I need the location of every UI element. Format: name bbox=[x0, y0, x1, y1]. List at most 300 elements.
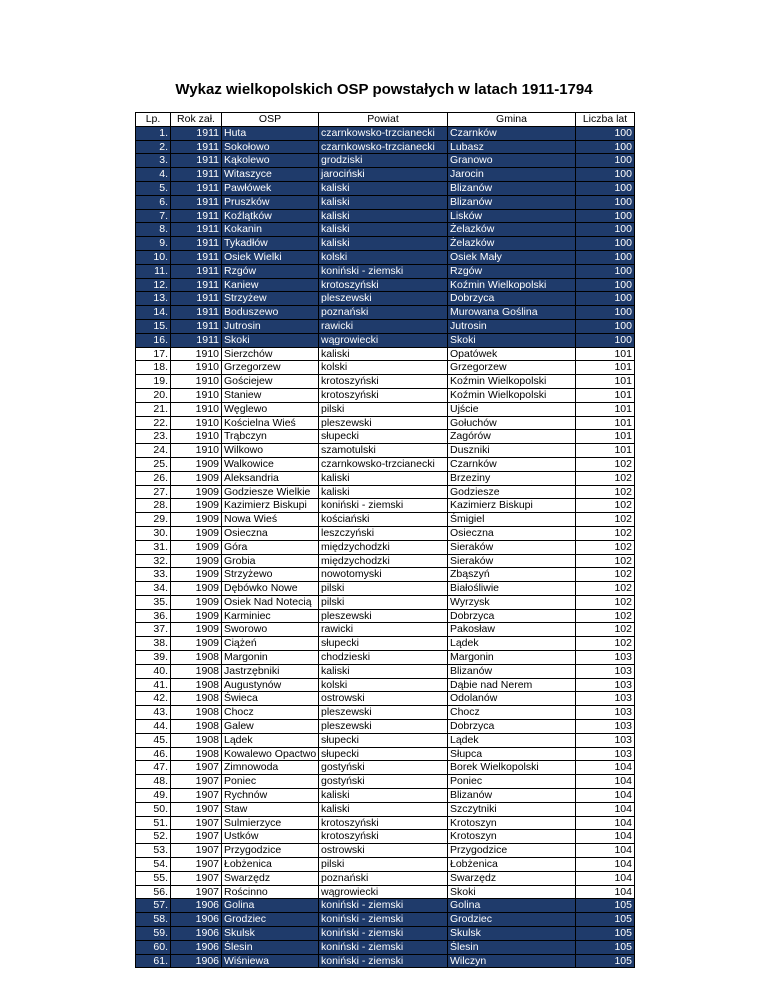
cell-gmina: Łobżenica bbox=[448, 858, 576, 872]
cell-lp: 41. bbox=[136, 678, 171, 692]
cell-liczba-lat: 104 bbox=[576, 802, 635, 816]
cell-lp: 26. bbox=[136, 471, 171, 485]
cell-rok: 1908 bbox=[171, 733, 222, 747]
cell-powiat: poznański bbox=[319, 306, 448, 320]
cell-osp: Grobia bbox=[222, 554, 319, 568]
cell-rok: 1908 bbox=[171, 720, 222, 734]
cell-osp: Kazimierz Biskupi bbox=[222, 499, 319, 513]
cell-lp: 23. bbox=[136, 430, 171, 444]
cell-lp: 21. bbox=[136, 402, 171, 416]
cell-osp: Koźlątków bbox=[222, 209, 319, 223]
cell-liczba-lat: 102 bbox=[576, 554, 635, 568]
cell-gmina: Murowana Goślina bbox=[448, 306, 576, 320]
cell-osp: Ślesin bbox=[222, 940, 319, 954]
cell-powiat: pleszewski bbox=[319, 416, 448, 430]
cell-osp: Strzyżewo bbox=[222, 568, 319, 582]
cell-rok: 1909 bbox=[171, 637, 222, 651]
cell-rok: 1906 bbox=[171, 954, 222, 968]
cell-gmina: Lądek bbox=[448, 733, 576, 747]
cell-powiat: słupecki bbox=[319, 747, 448, 761]
cell-liczba-lat: 104 bbox=[576, 830, 635, 844]
cell-powiat: czarnkowsko-trzcianecki bbox=[319, 140, 448, 154]
table-row bbox=[136, 733, 635, 747]
cell-gmina: Zagórów bbox=[448, 430, 576, 444]
cell-lp: 54. bbox=[136, 858, 171, 872]
table-row bbox=[136, 651, 635, 665]
cell-liczba-lat: 104 bbox=[576, 871, 635, 885]
cell-osp: Sworowo bbox=[222, 623, 319, 637]
cell-osp: Grzegorzew bbox=[222, 361, 319, 375]
cell-powiat: koniński - ziemski bbox=[319, 264, 448, 278]
cell-liczba-lat: 102 bbox=[576, 513, 635, 527]
cell-liczba-lat: 101 bbox=[576, 361, 635, 375]
cell-osp: Strzyżew bbox=[222, 292, 319, 306]
cell-lp: 13. bbox=[136, 292, 171, 306]
cell-powiat: ostrowski bbox=[319, 692, 448, 706]
cell-powiat: krotoszyński bbox=[319, 388, 448, 402]
cell-lp: 30. bbox=[136, 526, 171, 540]
table-row bbox=[136, 347, 635, 361]
cell-gmina: Szczytniki bbox=[448, 802, 576, 816]
table-row bbox=[136, 181, 635, 195]
cell-rok: 1908 bbox=[171, 678, 222, 692]
cell-rok: 1911 bbox=[171, 237, 222, 251]
cell-osp: Huta bbox=[222, 126, 319, 140]
table-row bbox=[136, 664, 635, 678]
cell-rok: 1909 bbox=[171, 623, 222, 637]
cell-osp: Jutrosin bbox=[222, 319, 319, 333]
cell-rok: 1908 bbox=[171, 706, 222, 720]
cell-gmina: Lądek bbox=[448, 637, 576, 651]
table-row bbox=[136, 471, 635, 485]
cell-rok: 1906 bbox=[171, 940, 222, 954]
cell-powiat: kaliski bbox=[319, 223, 448, 237]
cell-gmina: Koźmin Wielkopolski bbox=[448, 278, 576, 292]
cell-lp: 5. bbox=[136, 181, 171, 195]
cell-rok: 1907 bbox=[171, 761, 222, 775]
cell-powiat: kolski bbox=[319, 361, 448, 375]
table-row bbox=[136, 168, 635, 182]
table-row bbox=[136, 692, 635, 706]
cell-rok: 1907 bbox=[171, 871, 222, 885]
cell-osp: Kościelna Wieś bbox=[222, 416, 319, 430]
cell-powiat: szamotulski bbox=[319, 444, 448, 458]
cell-osp: Trąbczyn bbox=[222, 430, 319, 444]
cell-lp: 9. bbox=[136, 237, 171, 251]
cell-rok: 1908 bbox=[171, 664, 222, 678]
osp-table bbox=[135, 112, 635, 968]
cell-gmina: Dobrzyca bbox=[448, 609, 576, 623]
cell-rok: 1910 bbox=[171, 416, 222, 430]
cell-gmina: Odolanów bbox=[448, 692, 576, 706]
cell-osp: Pawłówek bbox=[222, 181, 319, 195]
cell-powiat: pilski bbox=[319, 582, 448, 596]
cell-osp: Golina bbox=[222, 899, 319, 913]
cell-gmina: Koźmin Wielkopolski bbox=[448, 375, 576, 389]
cell-rok: 1911 bbox=[171, 264, 222, 278]
table-row bbox=[136, 789, 635, 803]
cell-lp: 56. bbox=[136, 885, 171, 899]
cell-powiat: jarociński bbox=[319, 168, 448, 182]
cell-powiat: koniński - ziemski bbox=[319, 940, 448, 954]
cell-liczba-lat: 100 bbox=[576, 140, 635, 154]
cell-osp: Wilkowo bbox=[222, 444, 319, 458]
cell-liczba-lat: 101 bbox=[576, 375, 635, 389]
cell-gmina: Grodziec bbox=[448, 913, 576, 927]
cell-lp: 42. bbox=[136, 692, 171, 706]
cell-osp: Walkowice bbox=[222, 457, 319, 471]
cell-lp: 29. bbox=[136, 513, 171, 527]
cell-osp: Skulsk bbox=[222, 927, 319, 941]
cell-rok: 1911 bbox=[171, 195, 222, 209]
cell-lp: 44. bbox=[136, 720, 171, 734]
cell-powiat: międzychodzki bbox=[319, 540, 448, 554]
cell-liczba-lat: 103 bbox=[576, 706, 635, 720]
table-row bbox=[136, 499, 635, 513]
cell-gmina: Brzeziny bbox=[448, 471, 576, 485]
cell-liczba-lat: 100 bbox=[576, 154, 635, 168]
cell-lp: 59. bbox=[136, 927, 171, 941]
cell-lp: 38. bbox=[136, 637, 171, 651]
table-row bbox=[136, 927, 635, 941]
cell-rok: 1911 bbox=[171, 126, 222, 140]
cell-osp: Osieczna bbox=[222, 526, 319, 540]
cell-osp: Rościnno bbox=[222, 885, 319, 899]
cell-liczba-lat: 102 bbox=[576, 637, 635, 651]
table-row bbox=[136, 375, 635, 389]
table-row bbox=[136, 526, 635, 540]
cell-powiat: pilski bbox=[319, 595, 448, 609]
cell-lp: 16. bbox=[136, 333, 171, 347]
cell-liczba-lat: 102 bbox=[576, 595, 635, 609]
cell-gmina: Dobrzyca bbox=[448, 720, 576, 734]
table-row bbox=[136, 885, 635, 899]
cell-liczba-lat: 100 bbox=[576, 181, 635, 195]
cell-rok: 1907 bbox=[171, 775, 222, 789]
cell-osp: Gościejew bbox=[222, 375, 319, 389]
cell-lp: 57. bbox=[136, 899, 171, 913]
cell-gmina: Margonin bbox=[448, 651, 576, 665]
cell-rok: 1907 bbox=[171, 844, 222, 858]
cell-lp: 27. bbox=[136, 485, 171, 499]
cell-liczba-lat: 105 bbox=[576, 927, 635, 941]
cell-osp: Godziesze Wielkie bbox=[222, 485, 319, 499]
col-header-lp: Lp. bbox=[136, 113, 171, 127]
table-row bbox=[136, 430, 635, 444]
cell-osp: Swarzędz bbox=[222, 871, 319, 885]
cell-rok: 1907 bbox=[171, 802, 222, 816]
cell-liczba-lat: 103 bbox=[576, 692, 635, 706]
cell-osp: Sierzchów bbox=[222, 347, 319, 361]
cell-osp: Ciążeń bbox=[222, 637, 319, 651]
cell-rok: 1909 bbox=[171, 582, 222, 596]
cell-gmina: Skoki bbox=[448, 333, 576, 347]
table-row bbox=[136, 388, 635, 402]
cell-osp: Boduszewo bbox=[222, 306, 319, 320]
cell-rok: 1907 bbox=[171, 816, 222, 830]
cell-osp: Augustynów bbox=[222, 678, 319, 692]
cell-osp: Przygodzice bbox=[222, 844, 319, 858]
cell-liczba-lat: 103 bbox=[576, 733, 635, 747]
cell-powiat: rawicki bbox=[319, 319, 448, 333]
cell-powiat: kaliski bbox=[319, 195, 448, 209]
table-row bbox=[136, 595, 635, 609]
cell-powiat: międzychodzki bbox=[319, 554, 448, 568]
cell-lp: 48. bbox=[136, 775, 171, 789]
table-row bbox=[136, 720, 635, 734]
table-row bbox=[136, 637, 635, 651]
cell-powiat: pleszewski bbox=[319, 720, 448, 734]
cell-lp: 3. bbox=[136, 154, 171, 168]
cell-lp: 12. bbox=[136, 278, 171, 292]
cell-gmina: Swarzędz bbox=[448, 871, 576, 885]
cell-powiat: kaliski bbox=[319, 347, 448, 361]
cell-powiat: pleszewski bbox=[319, 292, 448, 306]
table-row bbox=[136, 540, 635, 554]
cell-lp: 19. bbox=[136, 375, 171, 389]
cell-rok: 1907 bbox=[171, 885, 222, 899]
cell-lp: 31. bbox=[136, 540, 171, 554]
cell-lp: 47. bbox=[136, 761, 171, 775]
cell-lp: 11. bbox=[136, 264, 171, 278]
cell-osp: Rzgów bbox=[222, 264, 319, 278]
cell-lp: 25. bbox=[136, 457, 171, 471]
cell-lp: 55. bbox=[136, 871, 171, 885]
cell-rok: 1910 bbox=[171, 347, 222, 361]
cell-lp: 60. bbox=[136, 940, 171, 954]
cell-rok: 1909 bbox=[171, 526, 222, 540]
cell-lp: 53. bbox=[136, 844, 171, 858]
table-row bbox=[136, 830, 635, 844]
cell-rok: 1908 bbox=[171, 651, 222, 665]
cell-osp: Ustków bbox=[222, 830, 319, 844]
cell-powiat: słupecki bbox=[319, 430, 448, 444]
cell-liczba-lat: 101 bbox=[576, 430, 635, 444]
cell-gmina: Dobrzyca bbox=[448, 292, 576, 306]
cell-rok: 1910 bbox=[171, 444, 222, 458]
cell-liczba-lat: 104 bbox=[576, 761, 635, 775]
cell-osp: Osiek Wielki bbox=[222, 250, 319, 264]
cell-liczba-lat: 105 bbox=[576, 899, 635, 913]
cell-lp: 58. bbox=[136, 913, 171, 927]
cell-liczba-lat: 102 bbox=[576, 568, 635, 582]
cell-liczba-lat: 102 bbox=[576, 457, 635, 471]
cell-gmina: Ślesin bbox=[448, 940, 576, 954]
table-row bbox=[136, 126, 635, 140]
cell-rok: 1909 bbox=[171, 513, 222, 527]
cell-gmina: Blizanów bbox=[448, 789, 576, 803]
table-row bbox=[136, 402, 635, 416]
cell-powiat: czarnkowsko-trzcianecki bbox=[319, 457, 448, 471]
table-row bbox=[136, 775, 635, 789]
cell-liczba-lat: 105 bbox=[576, 913, 635, 927]
cell-rok: 1910 bbox=[171, 388, 222, 402]
cell-lp: 17. bbox=[136, 347, 171, 361]
cell-liczba-lat: 100 bbox=[576, 278, 635, 292]
cell-rok: 1911 bbox=[171, 223, 222, 237]
cell-lp: 22. bbox=[136, 416, 171, 430]
cell-gmina: Słupca bbox=[448, 747, 576, 761]
cell-liczba-lat: 100 bbox=[576, 168, 635, 182]
cell-lp: 40. bbox=[136, 664, 171, 678]
cell-osp: Lądek bbox=[222, 733, 319, 747]
cell-powiat: koniński - ziemski bbox=[319, 927, 448, 941]
cell-powiat: czarnkowsko-trzcianecki bbox=[319, 126, 448, 140]
cell-liczba-lat: 104 bbox=[576, 789, 635, 803]
table-row bbox=[136, 954, 635, 968]
table-row bbox=[136, 444, 635, 458]
cell-powiat: koniński - ziemski bbox=[319, 954, 448, 968]
cell-rok: 1911 bbox=[171, 278, 222, 292]
cell-gmina: Borek Wielkopolski bbox=[448, 761, 576, 775]
cell-osp: Dębówko Nowe bbox=[222, 582, 319, 596]
cell-rok: 1910 bbox=[171, 402, 222, 416]
cell-gmina: Lubasz bbox=[448, 140, 576, 154]
cell-gmina: Granowo bbox=[448, 154, 576, 168]
cell-gmina: Wyrzysk bbox=[448, 595, 576, 609]
cell-liczba-lat: 102 bbox=[576, 540, 635, 554]
cell-liczba-lat: 102 bbox=[576, 623, 635, 637]
cell-liczba-lat: 100 bbox=[576, 264, 635, 278]
cell-powiat: wągrowiecki bbox=[319, 333, 448, 347]
cell-lp: 32. bbox=[136, 554, 171, 568]
table-row bbox=[136, 844, 635, 858]
table-row bbox=[136, 568, 635, 582]
cell-powiat: kaliski bbox=[319, 664, 448, 678]
table-row bbox=[136, 306, 635, 320]
cell-powiat: grodziski bbox=[319, 154, 448, 168]
cell-rok: 1911 bbox=[171, 306, 222, 320]
cell-powiat: nowotomyski bbox=[319, 568, 448, 582]
cell-osp: Aleksandria bbox=[222, 471, 319, 485]
cell-gmina: Jutrosin bbox=[448, 319, 576, 333]
cell-liczba-lat: 101 bbox=[576, 402, 635, 416]
cell-lp: 39. bbox=[136, 651, 171, 665]
cell-gmina: Czarnków bbox=[448, 126, 576, 140]
cell-liczba-lat: 100 bbox=[576, 292, 635, 306]
cell-liczba-lat: 102 bbox=[576, 499, 635, 513]
cell-osp: Margonin bbox=[222, 651, 319, 665]
cell-gmina: Dąbie nad Nerem bbox=[448, 678, 576, 692]
cell-gmina: Osiek Mały bbox=[448, 250, 576, 264]
cell-rok: 1909 bbox=[171, 485, 222, 499]
cell-powiat: pleszewski bbox=[319, 706, 448, 720]
cell-liczba-lat: 100 bbox=[576, 195, 635, 209]
table-row bbox=[136, 333, 635, 347]
cell-osp: Sokołowo bbox=[222, 140, 319, 154]
cell-powiat: pilski bbox=[319, 858, 448, 872]
cell-osp: Osiek Nad Notecią bbox=[222, 595, 319, 609]
cell-gmina: Pakosław bbox=[448, 623, 576, 637]
cell-liczba-lat: 105 bbox=[576, 940, 635, 954]
cell-gmina: Czarnków bbox=[448, 457, 576, 471]
cell-rok: 1909 bbox=[171, 609, 222, 623]
cell-powiat: gostyński bbox=[319, 761, 448, 775]
cell-liczba-lat: 102 bbox=[576, 582, 635, 596]
cell-lp: 14. bbox=[136, 306, 171, 320]
cell-liczba-lat: 104 bbox=[576, 844, 635, 858]
cell-osp: Karminiec bbox=[222, 609, 319, 623]
cell-rok: 1906 bbox=[171, 913, 222, 927]
cell-lp: 1. bbox=[136, 126, 171, 140]
table-row bbox=[136, 706, 635, 720]
col-header-liczba-lat: Liczba lat bbox=[576, 113, 635, 127]
cell-powiat: kaliski bbox=[319, 802, 448, 816]
cell-gmina: Przygodzice bbox=[448, 844, 576, 858]
cell-rok: 1909 bbox=[171, 568, 222, 582]
cell-osp: Zimnowoda bbox=[222, 761, 319, 775]
table-body bbox=[136, 126, 635, 968]
table-row bbox=[136, 940, 635, 954]
cell-rok: 1909 bbox=[171, 499, 222, 513]
cell-powiat: kaliski bbox=[319, 789, 448, 803]
cell-powiat: kolski bbox=[319, 678, 448, 692]
cell-osp: Świeca bbox=[222, 692, 319, 706]
cell-lp: 45. bbox=[136, 733, 171, 747]
cell-rok: 1907 bbox=[171, 858, 222, 872]
cell-rok: 1911 bbox=[171, 333, 222, 347]
cell-osp: Kokanin bbox=[222, 223, 319, 237]
cell-gmina: Skulsk bbox=[448, 927, 576, 941]
cell-osp: Galew bbox=[222, 720, 319, 734]
cell-osp: Poniec bbox=[222, 775, 319, 789]
cell-liczba-lat: 101 bbox=[576, 444, 635, 458]
cell-lp: 7. bbox=[136, 209, 171, 223]
cell-lp: 15. bbox=[136, 319, 171, 333]
cell-powiat: pleszewski bbox=[319, 609, 448, 623]
cell-rok: 1911 bbox=[171, 168, 222, 182]
cell-rok: 1910 bbox=[171, 430, 222, 444]
table-row bbox=[136, 250, 635, 264]
cell-lp: 4. bbox=[136, 168, 171, 182]
cell-gmina: Koźmin Wielkopolski bbox=[448, 388, 576, 402]
table-row bbox=[136, 416, 635, 430]
cell-liczba-lat: 101 bbox=[576, 388, 635, 402]
table-row bbox=[136, 678, 635, 692]
cell-gmina: Grzegorzew bbox=[448, 361, 576, 375]
cell-lp: 52. bbox=[136, 830, 171, 844]
cell-powiat: koniński - ziemski bbox=[319, 913, 448, 927]
cell-liczba-lat: 102 bbox=[576, 485, 635, 499]
cell-liczba-lat: 103 bbox=[576, 678, 635, 692]
cell-rok: 1911 bbox=[171, 292, 222, 306]
table-row bbox=[136, 554, 635, 568]
cell-gmina: Chocz bbox=[448, 706, 576, 720]
cell-rok: 1911 bbox=[171, 154, 222, 168]
cell-gmina: Poniec bbox=[448, 775, 576, 789]
cell-powiat: gostyński bbox=[319, 775, 448, 789]
cell-osp: Jastrzębniki bbox=[222, 664, 319, 678]
cell-lp: 2. bbox=[136, 140, 171, 154]
cell-gmina: Blizanów bbox=[448, 181, 576, 195]
cell-lp: 20. bbox=[136, 388, 171, 402]
table-row bbox=[136, 871, 635, 885]
cell-powiat: krotoszyński bbox=[319, 375, 448, 389]
table-row bbox=[136, 361, 635, 375]
cell-powiat: krotoszyński bbox=[319, 816, 448, 830]
cell-osp: Chocz bbox=[222, 706, 319, 720]
cell-gmina: Białośliwie bbox=[448, 582, 576, 596]
cell-gmina: Zbąszyń bbox=[448, 568, 576, 582]
cell-rok: 1910 bbox=[171, 375, 222, 389]
cell-rok: 1908 bbox=[171, 692, 222, 706]
cell-osp: Góra bbox=[222, 540, 319, 554]
cell-osp: Pruszków bbox=[222, 195, 319, 209]
table-row bbox=[136, 485, 635, 499]
cell-liczba-lat: 105 bbox=[576, 954, 635, 968]
cell-gmina: Blizanów bbox=[448, 195, 576, 209]
cell-rok: 1909 bbox=[171, 457, 222, 471]
